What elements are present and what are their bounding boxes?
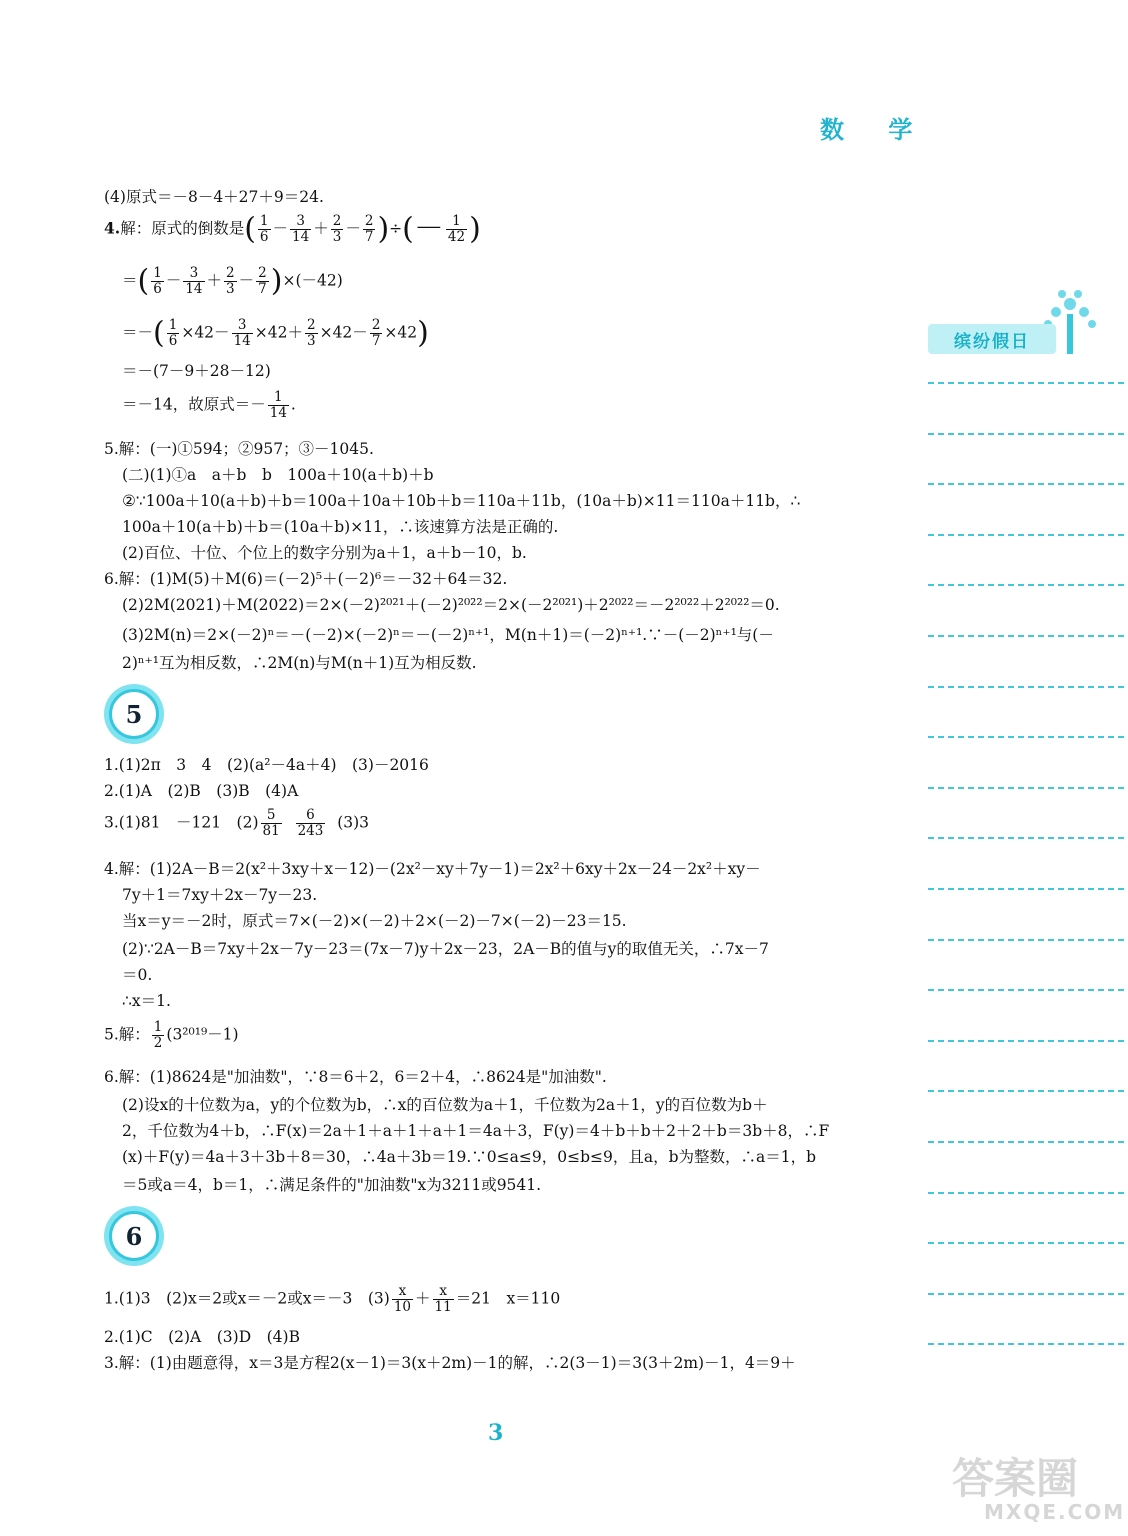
- text-line: 2.(1)A (2)B (3)B (4)A: [104, 782, 299, 800]
- ruled-line: [928, 1242, 1124, 1244]
- text-line: 3.(1)81 －121 (2) $\frac{5}{81}$ $\frac{6}{243}$ (3)3: [104, 807, 370, 839]
- text-line: 6.解：(1)8624是"加油数"，∵8＝6＋2，6＝2＋4，∴8624是"加油数".: [104, 1068, 607, 1086]
- text-line: (x)＋F(y)＝4a＋3＋3b＋8＝30，∴4a＋3b＝19.∵0≤a≤9，0≤b≤9，且a，b为整数，∴a＝1，b: [122, 1148, 817, 1166]
- ruled-line: [928, 382, 1124, 384]
- text-line: (二)(1)①a a＋b b 100a＋10(a＋b)＋b: [122, 466, 434, 484]
- text-line: 4.解：原式的倒数是( $\frac{1}{6}$ － $\frac{3}{14}$ ＋ $\frac{2}{3}$ － $\frac{2}{7}$ )÷(－ $\frac{1}{42}$ ): [104, 211, 481, 247]
- ruled-line: [928, 837, 1124, 839]
- text-line: 2，千位数为4＋b，∴F(x)＝2a＋1＋a＋1＋a＋1＝4a＋3，F(y)＝4＋b＋b＋2＋2＋b＝3b＋8，∴F: [122, 1122, 830, 1140]
- fraction: $\frac{2}{3}$: [332, 213, 342, 245]
- text-line: ∴x＝1.: [122, 992, 171, 1010]
- text-line: ＝5或a＝4，b＝1，∴满足条件的"加油数"x为3211或9541.: [122, 1176, 542, 1194]
- text-line: 100a＋10(a＋b)＋b＝(10a＋b)×11，∴该速算方法是正确的.: [122, 518, 559, 536]
- paren: (: [244, 211, 256, 247]
- text-line: ＝－14，故原式＝－ $\frac{1}{14}$ .: [122, 389, 296, 421]
- ruled-line: [928, 1040, 1124, 1042]
- sidebar-title: 缤纷假日: [928, 324, 1056, 354]
- text-line: (2)百位、十位、个位上的数字分别为a＋1，a＋b－10，b.: [122, 544, 527, 562]
- ruled-line: [928, 584, 1124, 586]
- text-line: ＝( $\frac{1}{6}$ － $\frac{3}{14}$ ＋ $\frac{2}{3}$ － $\frac{2}{7}$ )×(－42): [122, 263, 343, 299]
- text: 解：原式的倒数是: [120, 219, 245, 238]
- text-line: (3)2M(n)＝2×(－2)ⁿ＝－(－2)×(－2)ⁿ＝－(－2)ⁿ⁺¹，M(n＋1)＝(－2)ⁿ⁺¹.∵－(－2)ⁿ⁺¹与(－: [122, 626, 774, 644]
- ruled-line: [928, 1293, 1124, 1295]
- ruled-line: [928, 635, 1124, 637]
- ruled-line: [928, 1090, 1124, 1092]
- text-line: 3.解：(1)由题意得，x＝3是方程2(x－1)＝3(x＋2m)－1的解，∴2(3－1)＝3(3＋2m)－1，4＝9＋: [104, 1354, 796, 1372]
- subject-header: 数 学: [820, 116, 931, 144]
- text-line: 5.解：(一)①594；②957；③－1045.: [104, 440, 374, 458]
- ruled-line: [928, 736, 1124, 738]
- fraction: $\frac{2}{7}$: [364, 213, 374, 245]
- ruled-line: [928, 787, 1124, 789]
- page-number: 3: [488, 1420, 504, 1446]
- text-line: 1.(1)3 (2)x＝2或x＝－2或x＝－3 (3) $\frac{x}{10}$ ＋ $\frac{x}{11}$ ＝21 x＝110: [104, 1283, 561, 1315]
- ruled-line: [928, 686, 1124, 688]
- ruled-line: [928, 989, 1124, 991]
- fraction: $\frac{3}{14}$: [292, 213, 310, 245]
- text-line: 2.(1)C (2)A (3)D (4)B: [104, 1328, 300, 1346]
- ruled-line: [928, 1192, 1124, 1194]
- text-line: ＝－(7－9＋28－12): [122, 362, 271, 380]
- ruled-line: [928, 483, 1124, 485]
- watermark-logo: 答案圈: [952, 1454, 1079, 1503]
- ruled-line: [928, 939, 1124, 941]
- ruled-line: [928, 1141, 1124, 1143]
- text-line: 2)ⁿ⁺¹互为相反数，∴2M(n)与M(n＋1)互为相反数.: [122, 654, 477, 672]
- text-line: (2)设x的十位数为a，y的个位数为b，∴x的百位数为a＋1，千位数为2a＋1，y的百位数为b＋: [122, 1096, 768, 1114]
- text-line: ＝0.: [122, 966, 153, 984]
- text-line: 1.(1)2π 3 4 (2)(a²－4a＋4) (3)－2016: [104, 756, 429, 774]
- fraction: $\frac{1}{42}$: [447, 213, 466, 245]
- ruled-line: [928, 433, 1124, 435]
- ruled-line: [928, 888, 1124, 890]
- text-line: 当x＝y＝－2时，原式＝7×(－2)×(－2)＋2×(－2)－7×(－2)－23＝15.: [122, 912, 627, 930]
- text-line: (2)∵2A－B＝7xy＋2x－7y－23＝(7x－7)y＋2x－23，2A－B的值与y的取值无关，∴7x－7: [122, 940, 769, 958]
- fraction: $\frac{1}{6}$: [259, 213, 269, 245]
- ruled-line: [928, 534, 1124, 536]
- text-line: (4)原式＝－8－4＋27＋9＝24.: [104, 188, 324, 206]
- text-line: 6.解：(1)M(5)＋M(6)＝(－2)⁵＋(－2)⁶＝－32＋64＝32.: [104, 570, 508, 588]
- text-line: 5.解： $\frac{1}{2}$ (3²⁰¹⁹－1): [104, 1019, 239, 1051]
- text-line: (2)2M(2021)＋M(2022)＝2×(－2)²⁰²¹＋(－2)²⁰²²＝2×(－2²⁰²¹)＋2²⁰²²＝－2²⁰²²＋2²⁰²²＝0.: [122, 596, 780, 614]
- text-line: 7y＋1＝7xy＋2x－7y－23.: [122, 886, 318, 904]
- section-number: 5: [109, 689, 159, 739]
- question-number: 4.: [104, 218, 121, 238]
- watermark-url: MXQE.COM: [984, 1500, 1126, 1524]
- text-line: ②∵100a＋10(a＋b)＋b＝100a＋10a＋10b＋b＝110a＋11b，(10a＋b)×11＝110a＋11b，∴: [122, 492, 801, 510]
- section-number: 6: [109, 1211, 159, 1261]
- section-badge: [104, 684, 164, 744]
- text-line: 4.解：(1)2A－B＝2(x²＋3xy＋x－12)－(2x²－xy＋7y－1)＝2x²＋6xy＋2x－24－2x²＋xy－: [104, 860, 761, 878]
- ruled-line: [928, 1343, 1124, 1345]
- section-badge: [104, 1206, 164, 1266]
- text-line: ＝－( $\frac{1}{6}$ ×42－ $\frac{3}{14}$ ×42＋ $\frac{2}{3}$ ×42－ $\frac{2}{7}$ ×42): [122, 315, 429, 351]
